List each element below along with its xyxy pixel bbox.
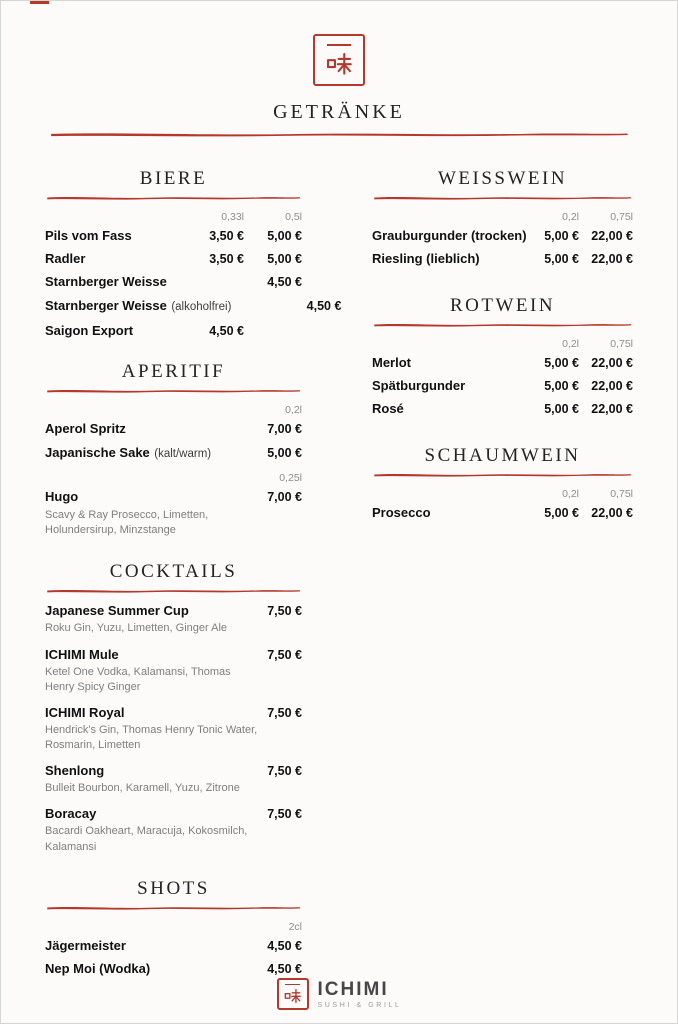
item-name: Pils vom Fass xyxy=(45,228,132,243)
item-name: Starnberger Weisse xyxy=(45,274,167,289)
section-cocktails xyxy=(45,561,302,854)
menu-item xyxy=(45,228,302,243)
size-label: 0,75l xyxy=(610,488,633,500)
item-price: 5,00 € xyxy=(544,379,579,393)
section-title-rotwein: ROTWEIN xyxy=(449,295,556,316)
item-name: Hugo xyxy=(45,489,79,504)
brush-underline xyxy=(45,905,302,911)
item-name: Japanische Sake (kalt/warm) xyxy=(45,445,212,460)
item-price: 22,00 € xyxy=(591,252,633,266)
menu-header xyxy=(1,1,677,138)
item-price: 5,00 € xyxy=(267,229,302,243)
item-price: 7,50 € xyxy=(267,647,302,662)
item-price: 7,00 € xyxy=(267,422,302,436)
section-title-shots: SHOTS xyxy=(137,877,210,899)
section-title-biere: BIERE xyxy=(139,168,208,189)
section-rotwein xyxy=(372,295,633,416)
section-biere xyxy=(45,168,342,338)
section-weisswein xyxy=(372,168,633,266)
size-label: 0,75l xyxy=(610,338,633,350)
brush-underline xyxy=(372,472,633,478)
brush-underline xyxy=(372,322,633,328)
menu-item xyxy=(45,603,302,636)
menu-item xyxy=(45,938,302,953)
menu-item xyxy=(372,251,633,266)
menu-item xyxy=(45,647,302,695)
item-name: Rosé xyxy=(372,401,404,416)
section-schaumwein xyxy=(372,445,633,520)
menu-item xyxy=(45,489,302,504)
menu-item xyxy=(45,806,302,854)
item-name-suffix: (alkoholfrei) xyxy=(171,301,232,313)
item-price: 5,00 € xyxy=(544,402,579,416)
item-description: Hendrick's Gin, Thomas Henry Tonic Water, Rosmarin, Limetten xyxy=(45,723,258,752)
section-title-aperitif: APERITIF xyxy=(121,361,226,382)
item-description: Bacardi Oakheart, Maracuja, Kokosmilch, Kalamansi xyxy=(45,825,248,853)
item-price: 4,50 € xyxy=(306,299,342,313)
menu-item xyxy=(45,763,302,796)
item-price: 22,00 € xyxy=(591,379,633,393)
size-label: 0,75l xyxy=(610,211,633,223)
menu-item xyxy=(372,378,633,393)
item-price: 5,00 € xyxy=(544,506,579,520)
size-header-row xyxy=(45,404,302,416)
item-price: 22,00 € xyxy=(591,229,633,243)
page-edge-brush-artifact xyxy=(30,1,49,4)
item-price: 5,00 € xyxy=(544,356,579,370)
menu-item xyxy=(372,505,633,520)
item-name: Jägermeister xyxy=(45,937,126,953)
size-label: 0,25l xyxy=(279,472,302,484)
item-description: Roku Gin, Yuzu, Limetten, Ginger Ale xyxy=(45,622,228,635)
item-price: 5,00 € xyxy=(544,229,579,243)
item-name: Spätburgunder xyxy=(372,378,466,393)
menu-item xyxy=(45,323,302,338)
size-label: 2cl xyxy=(288,920,302,933)
item-price: 4,50 € xyxy=(267,961,302,976)
item-price: 22,00 € xyxy=(591,402,633,416)
menu-item xyxy=(372,401,633,416)
size-label: 0,2l xyxy=(562,338,579,350)
size-header-row xyxy=(372,211,633,223)
left-column xyxy=(45,168,342,999)
size-label: 0,2l xyxy=(562,488,579,500)
item-price: 7,50 € xyxy=(267,705,302,720)
item-name: Prosecco xyxy=(372,505,431,520)
size-label: 0,5l xyxy=(285,211,302,223)
item-name: Japanese Summer Cup xyxy=(45,603,189,619)
item-price: 5,00 € xyxy=(267,252,302,266)
menu-item xyxy=(45,274,302,289)
menu-item xyxy=(45,961,302,976)
item-price: 3,50 € xyxy=(209,229,244,243)
item-description: Ketel One Vodka, Kalamansi, Thomas Henry Spicy Ginger xyxy=(45,665,231,693)
aji-character-icon xyxy=(284,987,301,1004)
item-price: 7,50 € xyxy=(267,807,302,822)
size-header-row xyxy=(45,472,302,484)
brush-underline xyxy=(372,195,633,201)
size-header-row xyxy=(45,921,302,933)
item-name: Aperol Spritz xyxy=(45,421,126,436)
item-price: 4,50 € xyxy=(267,275,302,289)
item-price: 22,00 € xyxy=(591,356,633,370)
item-price: 7,50 € xyxy=(267,604,302,619)
brush-underline xyxy=(45,388,302,394)
size-header-row xyxy=(45,211,302,223)
item-name: Starnberger Weisse (alkoholfrei) xyxy=(45,298,232,313)
item-name: Nep Moi (Wodka) xyxy=(45,960,151,976)
item-name: Boracay xyxy=(45,806,97,822)
brand-tagline: SUSHI & GRILL xyxy=(317,1001,402,1009)
menu-item xyxy=(45,444,302,462)
menu-item xyxy=(45,251,302,266)
size-label: 0,2l xyxy=(562,211,579,223)
section-title-cocktails: COCKTAILS xyxy=(109,561,238,583)
item-name: ICHIMI Royal xyxy=(45,704,125,720)
brand-seal-logo xyxy=(313,34,365,86)
footer-brand-block xyxy=(318,980,402,1009)
menu-item xyxy=(45,705,302,753)
item-price: 4,50 € xyxy=(209,324,244,338)
page-title: GETRÄNKE xyxy=(273,101,405,123)
seal-bar xyxy=(327,44,351,46)
footer-seal-logo xyxy=(277,978,309,1010)
brush-underline xyxy=(45,195,302,201)
item-price: 5,00 € xyxy=(544,252,579,266)
item-price: 5,00 € xyxy=(267,446,302,460)
item-description: Bulleit Bourbon, Karamell, Yuzu, Zitrone xyxy=(45,782,240,795)
item-name: Saigon Export xyxy=(45,323,134,338)
menu-item xyxy=(45,297,342,315)
section-title-weisswein: WEISSWEIN xyxy=(437,168,568,189)
section-shots xyxy=(45,878,302,976)
brand-name: ICHIMI xyxy=(317,978,389,1000)
section-title-schaumwein: SCHAUMWEIN xyxy=(424,445,581,466)
item-name: Shenlong xyxy=(45,763,105,779)
right-column xyxy=(372,168,633,999)
item-name: Riesling (lieblich) xyxy=(372,251,480,266)
size-label: 0,33l xyxy=(221,211,244,223)
item-name: ICHIMI Mule xyxy=(45,646,119,662)
section-aperitif xyxy=(45,361,302,538)
item-name: Merlot xyxy=(372,355,411,370)
menu-columns xyxy=(1,138,677,999)
aji-character-icon xyxy=(326,50,352,76)
item-name: Grauburgunder (trocken) xyxy=(372,228,527,243)
seal-bar xyxy=(285,984,300,986)
item-price: 3,50 € xyxy=(209,252,244,266)
item-description: Scavy & Ray Prosecco, Limetten, Holundersirup, Minzstange xyxy=(45,509,209,537)
item-price: 4,50 € xyxy=(267,938,302,953)
item-name: Radler xyxy=(45,251,86,266)
menu-item xyxy=(372,228,633,243)
menu-item xyxy=(45,421,302,436)
menu-footer xyxy=(1,978,677,1010)
item-price: 22,00 € xyxy=(591,506,633,520)
size-header-row xyxy=(372,488,633,500)
item-price: 7,00 € xyxy=(267,490,302,504)
item-name-suffix: (kalt/warm) xyxy=(154,448,212,460)
size-header-row xyxy=(372,338,633,350)
size-label: 0,2l xyxy=(285,404,302,416)
item-price: 7,50 € xyxy=(267,764,302,779)
brush-underline-main xyxy=(46,131,632,138)
menu-item xyxy=(372,355,633,370)
